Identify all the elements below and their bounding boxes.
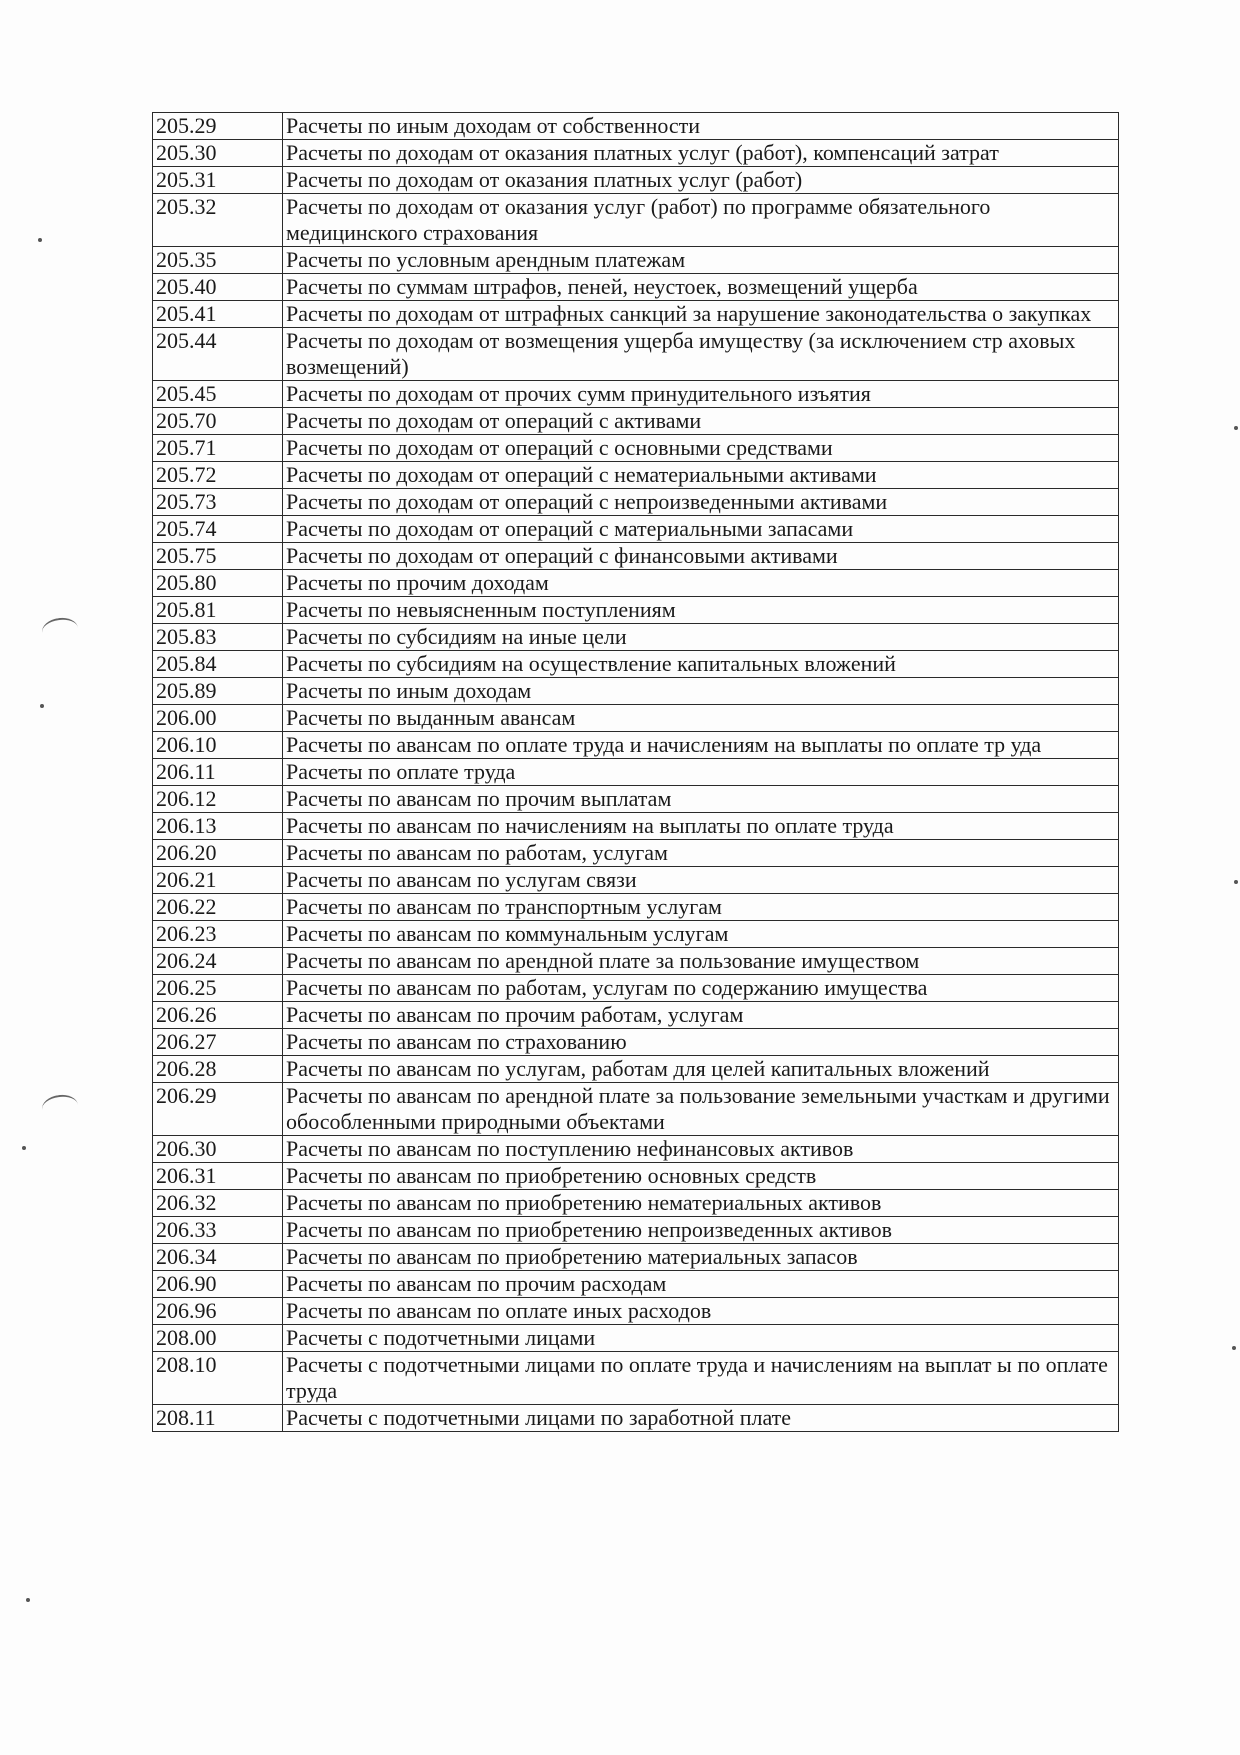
account-code-cell: 206.00 [153,705,283,732]
table-row [153,462,1119,489]
account-code-cell: 206.34 [153,1244,283,1271]
table-row [153,759,1119,786]
account-name-cell: Расчеты по доходам от оказания платных услуг (работ) [283,167,1119,194]
account-code-cell: 205.35 [153,247,283,274]
account-name-cell: Расчеты по авансам по транспортным услугам [283,894,1119,921]
table-row [153,1405,1119,1432]
account-name-cell: Расчеты по доходам от штрафных санкций за нарушение законодательства о закупках [283,301,1119,328]
account-code-cell: 208.11 [153,1405,283,1432]
account-code-cell: 205.80 [153,570,283,597]
account-code-cell: 206.20 [153,840,283,867]
account-code-cell: 205.71 [153,435,283,462]
table-row [153,705,1119,732]
table-row [153,167,1119,194]
table-row [153,948,1119,975]
account-name-cell: Расчеты по субсидиям на иные цели [283,624,1119,651]
table-row [153,840,1119,867]
account-name-cell: Расчеты по авансам по поступлению нефинансовых активов [283,1136,1119,1163]
account-name-cell: Расчеты по субсидиям на осуществление капитальных вложений [283,651,1119,678]
table-row [153,1029,1119,1056]
account-name-cell: Расчеты по авансам по прочим работам, услугам [283,1002,1119,1029]
account-name-cell: Расчеты по авансам по арендной плате за пользование имуществом [283,948,1119,975]
account-code-cell: 205.89 [153,678,283,705]
account-code-cell: 205.84 [153,651,283,678]
account-name-cell: Расчеты по иным доходам [283,678,1119,705]
account-code-cell: 205.75 [153,543,283,570]
account-code-cell: 205.32 [153,194,283,247]
account-name-cell: Расчеты по доходам от операций с финансовыми активами [283,543,1119,570]
table-row [153,1325,1119,1352]
table-row [153,651,1119,678]
account-code-cell: 206.25 [153,975,283,1002]
table-row [153,1352,1119,1405]
scan-speck [1234,426,1238,430]
punch-hole-mark [41,1093,80,1122]
account-code-cell: 206.11 [153,759,283,786]
table-row [153,328,1119,381]
scan-speck [1234,880,1238,884]
account-name-cell: Расчеты по авансам по приобретению основных средств [283,1163,1119,1190]
account-code-cell: 205.41 [153,301,283,328]
scan-speck [1232,1346,1236,1350]
table-row [153,113,1119,140]
account-name-cell: Расчеты с подотчетными лицами по оплате труда и начислениям на выплат ы по оплате труда [283,1352,1119,1405]
table-row [153,678,1119,705]
account-code-cell: 206.31 [153,1163,283,1190]
account-code-cell: 206.32 [153,1190,283,1217]
account-name-cell: Расчеты с подотчетными лицами [283,1325,1119,1352]
scan-speck [26,1598,30,1602]
account-code-cell: 205.44 [153,328,283,381]
account-code-cell: 208.10 [153,1352,283,1405]
account-name-cell: Расчеты по авансам по оплате труда и начислениям на выплаты по оплате тр уда [283,732,1119,759]
account-code-cell: 206.33 [153,1217,283,1244]
table-row [153,516,1119,543]
table-row [153,1163,1119,1190]
table-row [153,489,1119,516]
account-name-cell: Расчеты по авансам по прочим выплатам [283,786,1119,813]
account-code-cell: 206.27 [153,1029,283,1056]
account-name-cell: Расчеты по выданным авансам [283,705,1119,732]
account-code-cell: 205.29 [153,113,283,140]
account-name-cell: Расчеты по авансам по арендной плате за пользование земельными участкам и другими обособленными природными объектами [283,1083,1119,1136]
account-name-cell: Расчеты по доходам от возмещения ущерба имуществу (за исключением стр аховых возмещений) [283,328,1119,381]
table-row [153,894,1119,921]
table-row [153,543,1119,570]
account-name-cell: Расчеты по авансам по работам, услугам по содержанию имущества [283,975,1119,1002]
account-name-cell: Расчеты по авансам по приобретению материальных запасов [283,1244,1119,1271]
table-row [153,274,1119,301]
scan-speck [22,1146,26,1150]
account-code-cell: 205.81 [153,597,283,624]
account-code-cell: 206.13 [153,813,283,840]
table-row [153,1002,1119,1029]
table-row [153,1136,1119,1163]
account-name-cell: Расчеты по доходам от операций с нематериальными активами [283,462,1119,489]
table-row [153,1217,1119,1244]
accounts-table-body [153,113,1119,1432]
account-name-cell: Расчеты по авансам по прочим расходам [283,1271,1119,1298]
table-row [153,408,1119,435]
account-name-cell: Расчеты по условным арендным платежам [283,247,1119,274]
account-code-cell: 206.26 [153,1002,283,1029]
table-row [153,1298,1119,1325]
account-code-cell: 205.83 [153,624,283,651]
table-row [153,786,1119,813]
table-row [153,1083,1119,1136]
account-code-cell: 206.96 [153,1298,283,1325]
account-name-cell: Расчеты по доходам от операций с непроизведенными активами [283,489,1119,516]
account-code-cell: 205.74 [153,516,283,543]
table-row [153,597,1119,624]
table-row [153,570,1119,597]
account-name-cell: Расчеты по доходам от операций с активами [283,408,1119,435]
scan-speck [40,704,44,708]
table-row [153,435,1119,462]
account-code-cell: 205.31 [153,167,283,194]
table-row [153,1056,1119,1083]
account-name-cell: Расчеты по авансам по коммунальным услугам [283,921,1119,948]
table-row [153,867,1119,894]
table-row [153,381,1119,408]
table-row [153,921,1119,948]
table-row [153,1190,1119,1217]
account-name-cell: Расчеты по доходам от оказания услуг (работ) по программе обязательного медицинского страхования [283,194,1119,247]
account-code-cell: 206.10 [153,732,283,759]
account-code-cell: 205.30 [153,140,283,167]
account-name-cell: Расчеты по авансам по приобретению нематериальных активов [283,1190,1119,1217]
punch-hole-mark [41,616,80,645]
account-name-cell: Расчеты с подотчетными лицами по заработной плате [283,1405,1119,1432]
table-row [153,140,1119,167]
account-name-cell: Расчеты по авансам по начислениям на выплаты по оплате труда [283,813,1119,840]
account-name-cell: Расчеты по доходам от оказания платных услуг (работ), компенсаций затрат [283,140,1119,167]
account-code-cell: 206.29 [153,1083,283,1136]
account-name-cell: Расчеты по доходам от операций с материальными запасами [283,516,1119,543]
scan-speck [38,238,42,242]
table-row [153,1271,1119,1298]
table-row [153,247,1119,274]
account-code-cell: 205.70 [153,408,283,435]
account-code-cell: 206.23 [153,921,283,948]
account-name-cell: Расчеты по доходам от прочих сумм принудительного изъятия [283,381,1119,408]
accounts-table [152,112,1119,1432]
account-name-cell: Расчеты по авансам по услугам, работам для целей капитальных вложений [283,1056,1119,1083]
account-code-cell: 206.21 [153,867,283,894]
table-row [153,1244,1119,1271]
table-row [153,732,1119,759]
table-row [153,813,1119,840]
account-code-cell: 206.12 [153,786,283,813]
account-code-cell: 206.22 [153,894,283,921]
table-row [153,624,1119,651]
account-name-cell: Расчеты по авансам по страхованию [283,1029,1119,1056]
account-name-cell: Расчеты по невыясненным поступлениям [283,597,1119,624]
account-name-cell: Расчеты по иным доходам от собственности [283,113,1119,140]
table-row [153,194,1119,247]
account-code-cell: 206.30 [153,1136,283,1163]
account-code-cell: 205.72 [153,462,283,489]
account-name-cell: Расчеты по авансам по приобретению непроизведенных активов [283,1217,1119,1244]
account-name-cell: Расчеты по суммам штрафов, пеней, неустоек, возмещений ущерба [283,274,1119,301]
account-name-cell: Расчеты по авансам по услугам связи [283,867,1119,894]
account-code-cell: 206.24 [153,948,283,975]
account-code-cell: 206.28 [153,1056,283,1083]
account-name-cell: Расчеты по авансам по оплате иных расходов [283,1298,1119,1325]
account-code-cell: 206.90 [153,1271,283,1298]
account-code-cell: 205.40 [153,274,283,301]
account-code-cell: 208.00 [153,1325,283,1352]
account-name-cell: Расчеты по авансам по работам, услугам [283,840,1119,867]
account-code-cell: 205.73 [153,489,283,516]
table-row [153,301,1119,328]
table-row [153,975,1119,1002]
account-name-cell: Расчеты по оплате труда [283,759,1119,786]
account-name-cell: Расчеты по прочим доходам [283,570,1119,597]
account-code-cell: 205.45 [153,381,283,408]
account-name-cell: Расчеты по доходам от операций с основными средствами [283,435,1119,462]
